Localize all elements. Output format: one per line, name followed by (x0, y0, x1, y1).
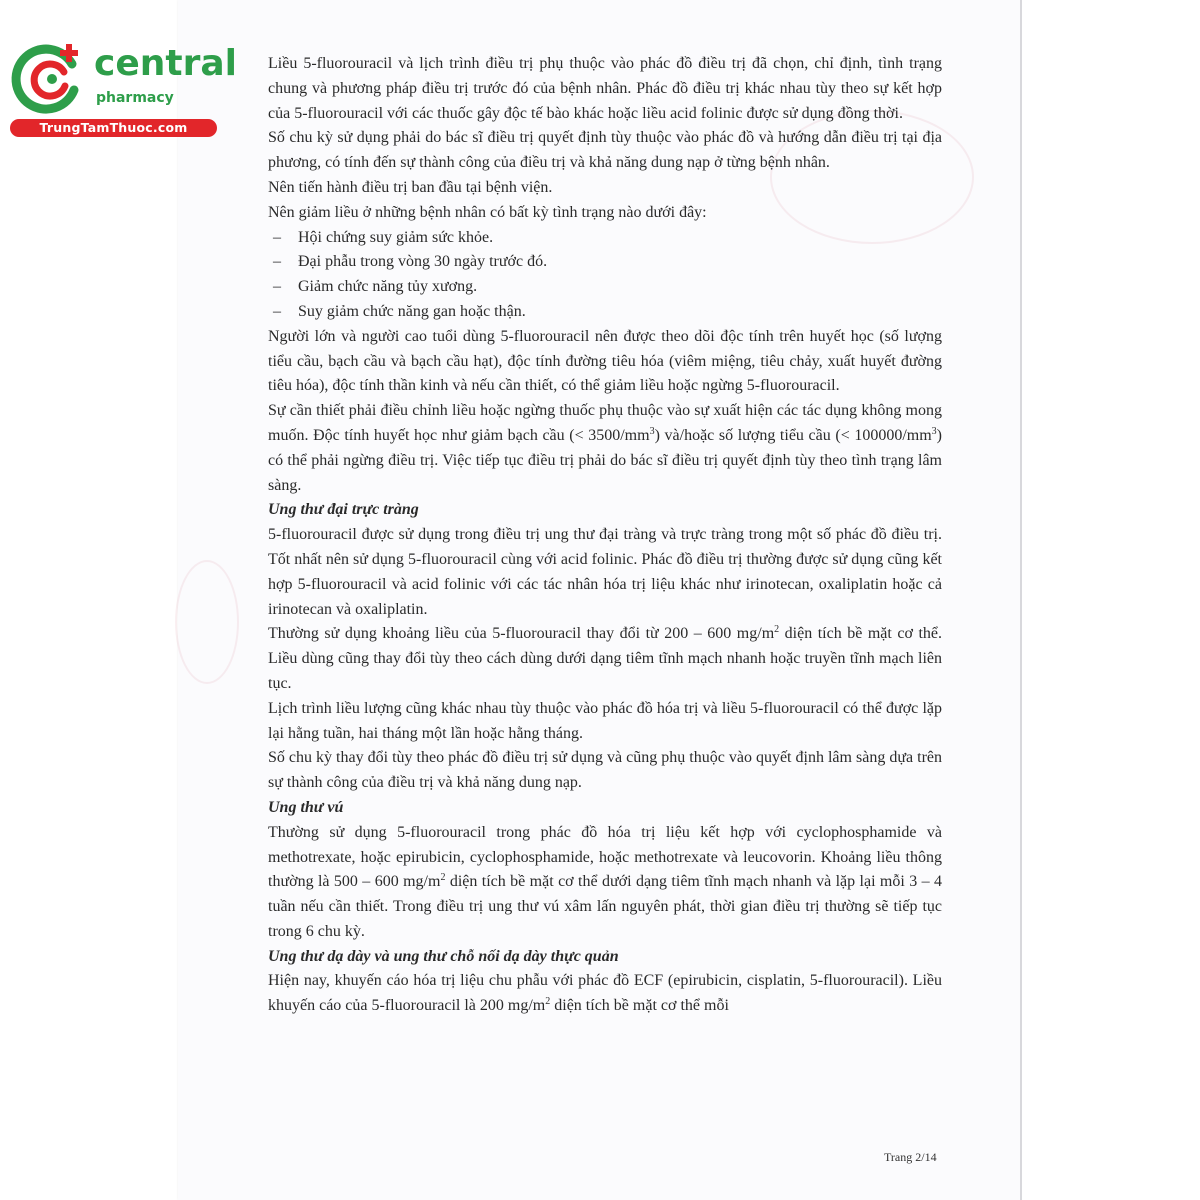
paragraph: Hiện nay, khuyến cáo hóa trị liệu chu phẫu với phác đồ ECF (epirubicin, cisplatin, 5-fluorouracil). Liều khuyến cáo của 5-fluorouracil là 200 $mg/m^2$ diện tích bề mặt cơ thể mỗi (268, 972, 942, 1015)
paragraph: Số chu kỳ thay đổi tùy theo phác đồ điều trị sử dụng và cũng phụ thuộc vào quyết định lâm sàng dựa trên sự thành công của điều trị và khả năng dung nạp. (268, 749, 942, 792)
pharmacy-logo (8, 36, 237, 136)
paragraph: Số chu kỳ sử dụng phải do bác sĩ điều trị quyết định tùy thuộc vào phác đồ và hướng dẫn điều trị tại địa phương, có tính đến sự thành công của điều trị và khả năng dung nạp ở từng bệnh nhân. (268, 129, 942, 172)
paragraph: Thường sử dụng khoảng liều của 5-fluorouracil thay đổi từ 200 – 600 $mg/m^2$ diện tích bề mặt cơ thể. Liều dùng cũng thay đổi tùy theo cách dùng dưới dạng tiêm tĩnh mạch nhanh hoặc truyền tĩnh mạch liên tục. (268, 624, 942, 692)
dash-bullet: – (273, 278, 281, 296)
paragraph: Nên tiến hành điều trị ban đầu tại bệnh viện. (268, 178, 553, 196)
list-item-text: Giảm chức năng tủy xương. (298, 278, 478, 296)
logo-website-badge: TrungTamThuoc.com (10, 119, 217, 137)
dash-bullet: – (273, 228, 281, 246)
paragraph: Sự cần thiết phải điều chỉnh liều hoặc ngừng thuốc phụ thuộc vào sự xuất hiện các tác dụng không mong muốn. Độc tính huyết học như giảm bạch cầu (< $3500/mm^3$) và/hoặc số lượng tiểu cầu (< $100000/mm^3$) có thể phải ngừng điều trị. Việc tiếp tục điều trị phải do bác sĩ điều trị quyết định tùy theo tình trạng lâm sàng. (268, 402, 942, 494)
list-item (268, 275, 942, 300)
list-item-text: Suy giảm chức năng gan hoặc thận. (298, 302, 526, 320)
document-body (268, 52, 942, 1019)
section-heading: Ung thư đại trực tràng (268, 501, 419, 519)
paragraph: Lịch trình liều lượng cũng khác nhau tùy thuộc vào phác đồ hóa trị và liều 5-fluorouracil có thể được lặp lại hằng tuần, hai tháng một lần hoặc hằng tháng. (268, 699, 942, 742)
paragraph: Nên giảm liều ở những bệnh nhân có bất kỳ tình trạng nào dưới đây: (268, 203, 707, 221)
section-heading: Ung thư vú (268, 798, 344, 816)
list-item (268, 300, 942, 325)
list-item-text: Hội chứng suy giảm sức khỏe. (298, 228, 494, 246)
faded-stamp-left (175, 560, 239, 684)
section-heading: Ung thư dạ dày và ung thư chỗ nối dạ dày thực quản (268, 947, 619, 965)
page-number: Trang 2/14 (884, 1150, 937, 1164)
list-item-text: Đại phẫu trong vòng 30 ngày trước đó. (298, 253, 548, 271)
paragraph: Thường sử dụng 5-fluorouracil trong phác đồ hóa trị liệu kết hợp với cyclophosphamide và methotrexate, hoặc epirubicin, cyclophosphamide, hoặc methotrexate và leucovorin. Khoảng liều thông thường là 500 – 600 $mg/m^2$ diện tích bề mặt cơ thể dưới dạng tiêm tĩnh mạch nhanh và lặp lại mỗi 3 – 4 tuần nếu cần thiết. Trong điều trị ung thư vú xâm lấn nguyên phát, thời gian điều trị thường sẽ tiếp tục trong 6 chu kỳ. (268, 823, 943, 940)
dash-bullet: – (273, 253, 281, 271)
pharmacy-logo-icon (10, 38, 90, 118)
logo-subtitle: pharmacy (96, 90, 174, 106)
scan-edge (1020, 0, 1022, 1200)
list-item (268, 250, 942, 275)
logo-name: central (94, 43, 237, 84)
paragraph: Liều 5-fluorouracil và lịch trình điều trị phụ thuộc vào phác đồ điều trị đã chọn, chỉ định, tình trạng chung và phương pháp điều trị trước đó của bệnh nhân. Phác đồ điều trị khác nhau tùy theo sự kết hợp của 5-fluorouracil với các thuốc gây độc tế bào khác hoặc liều acid folinic được sử dụng đồng thời. (268, 55, 942, 122)
paragraph: 5-fluorouracil được sử dụng trong điều trị ung thư đại tràng và trực tràng trong một số phác đồ điều trị. Tốt nhất nên sử dụng 5-fluorouracil cùng với acid folinic. Phác đồ điều trị thường được sử dụng cũng kết hợp 5-fluorouracil và acid folinic với các tác nhân hóa trị liệu khác như irinotecan, oxaliplatin hoặc cả irinotecan và oxaliplatin. (268, 526, 942, 618)
list-item (268, 226, 942, 251)
dose-reduction-list (268, 226, 942, 325)
paragraph: Người lớn và người cao tuổi dùng 5-fluorouracil nên được theo dõi độc tính trên huyết học (số lượng tiểu cầu, bạch cầu và bạch cầu hạt), độc tính đường tiêu hóa (viêm miệng, tiêu chảy, xuất huyết đường tiêu hóa), độc tính thần kinh và nếu cần thiết, có thể giảm liều hoặc ngừng 5-fluorouracil. (268, 327, 942, 395)
dash-bullet: – (273, 302, 281, 320)
